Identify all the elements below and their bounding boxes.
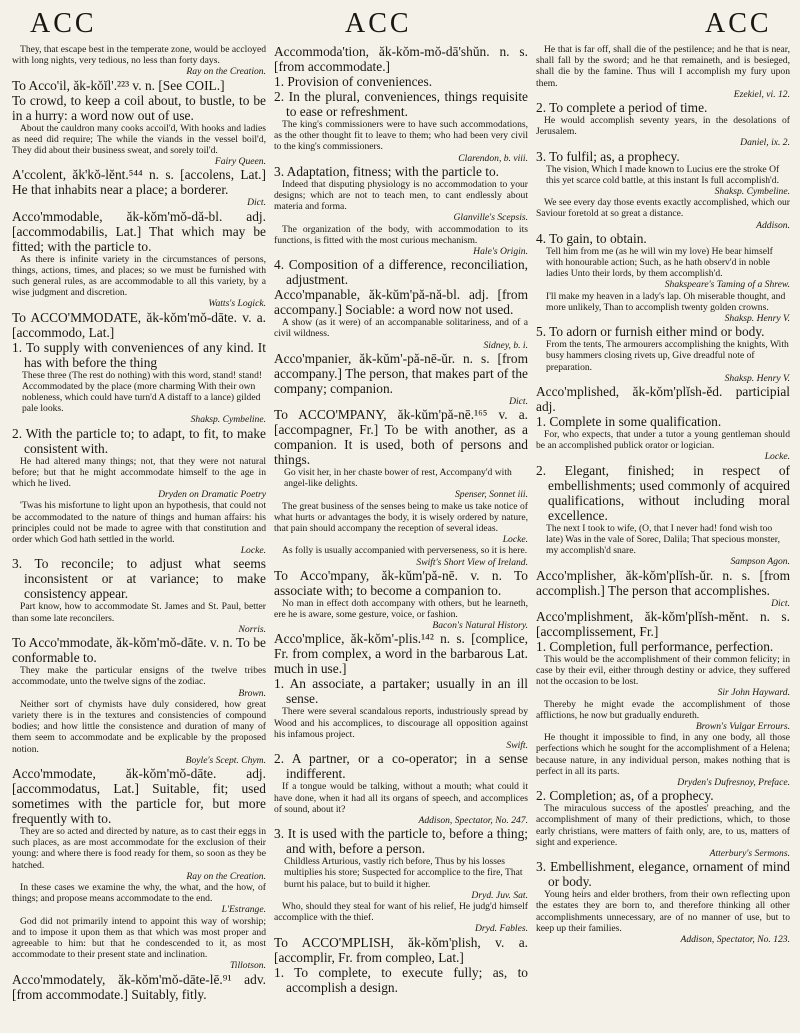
entry-verse-citation: From the tents, The armourers accomplishing the knights, With busy hammers closing rivets up, Give dreadful note of preparation. (546, 339, 789, 373)
dictionary-entry (274, 856, 528, 901)
entry-source: Addison. (756, 219, 790, 231)
entry-source: Brown's Vulgar Errours. (695, 720, 790, 732)
entry-citation: He would accomplish seventy years, in the desolations of Jerusalem. (536, 115, 790, 138)
entry-sense: 4. Composition of a difference, reconciliation, adjustment. (274, 257, 528, 288)
entry-citation: They make the particular ensigns of the twelve tribes accommodate, unto the twelve signs of the zodiac. (12, 665, 266, 688)
entry-sense: 3. Adaptation, fitness; with the particle to. (274, 163, 499, 179)
dictionary-entry (274, 706, 528, 751)
entry-source: Bacon's Natural History. (432, 620, 528, 632)
dictionary-entry (536, 231, 790, 246)
entry-headword: Acco'mplice, ăk-kŏm'-plis.¹⁴² n. s. [complice, Fr. from complex, a word in the barbarous Lat. much in use.] (274, 631, 528, 677)
entry-citation: About the cauldron many cooks accoil'd, With hooks and ladies as need did require; The while the viands in the vessel boil'd, They did about their business sweat, and sorely toil'd. (12, 122, 266, 157)
entry-verse-citation: These three (The rest do nothing) with this word, stand! stand! Accommodated by the place (more charming With their own nobleness, which could have turn'd A distaff to a lance) gilded pale looks. (22, 369, 263, 415)
entry-headword: Acco'mplished, ăk-kŏm'plĭsh-ĕd. participial adj. (536, 384, 790, 415)
dictionary-entry (536, 568, 790, 609)
entry-source: Ray on the Creation. (186, 66, 266, 78)
dictionary-entry (274, 751, 528, 781)
entry-citation: We see every day those events exactly accomplished, which our Saviour foretold at so great a distance. (536, 197, 790, 220)
entry-headword: Acco'mpanier, ăk-kŭm'-pă-nē-ŭr. n. s. [from accompany.] The person, that makes part of the company; companion. (274, 350, 528, 396)
entry-source: Shaksp. Cymbeline. (714, 186, 790, 198)
dictionary-entry (274, 351, 528, 407)
entry-citation: This would be the accomplishment of their common felicity; in case by their evil, either through destiny or advice, they suffered not the occasion to be lost. (536, 653, 790, 688)
dictionary-entry (536, 339, 790, 384)
dictionary-entry (12, 370, 266, 426)
dictionary-entry (274, 407, 528, 467)
entry-source: Boyle's Scept. Chym. (185, 754, 266, 766)
entry-source: Addison, Spectator, No. 247. (418, 814, 528, 826)
entry-citation: They are so acted and directed by nature, as to cast their eggs in such places, as are most accommodate for the exclusion of their young: and where there is food ready for them, so soon as they be hatched. (12, 825, 266, 871)
dictionary-entry (274, 676, 528, 706)
column-right (536, 44, 790, 1026)
entry-source: Glanville's Scepsis. (453, 212, 528, 224)
dictionary-entry (274, 44, 528, 74)
dictionary-entry (536, 523, 790, 568)
dictionary-entry (274, 317, 528, 351)
entry-source: Addison, Spectator, No. 123. (680, 933, 790, 945)
entry-citation: The great business of the senses being to make us take notice of what hurts or advantages the body, it is wisely ordered by nature, that pain should accompany the reception of several ideas. (274, 500, 528, 535)
entry-citation: There were several scandalous reports, industriously spread by Wood and his accomplices, to discourage all opposition against his infamous project. (274, 706, 528, 740)
entry-citation: As folly is usually accompanied with perverseness, so it is here. (282, 545, 528, 557)
dictionary-entry (536, 44, 790, 100)
entry-source: Shaksp. Cymbeline. (190, 414, 266, 426)
entry-headword: Acco'mpanable, ăk-kŭm'pă-nă-bl. adj. [from accompany.] Sociable: a word now not used. (274, 287, 528, 318)
dictionary-entry (536, 609, 790, 639)
dictionary-entry (12, 635, 266, 665)
entry-sense: 2. A partner, or a co-operator; in a sense indifferent. (274, 751, 528, 782)
dictionary-entry (12, 123, 266, 168)
entry-source: Sir John Hayward. (717, 687, 790, 699)
entry-source: Ezekiel, vi. 12. (733, 88, 790, 100)
dictionary-entry (536, 639, 790, 654)
dictionary-entry (536, 324, 790, 339)
entry-headword: Acco'mmodate, ăk-kŏm'mŏ-dāte. adj. [accommodatus, Lat.] Suitable, fit; used sometimes with the particle for, but more frequently with to. (12, 765, 266, 826)
dictionary-entry (12, 78, 266, 123)
entry-source: L'Estrange. (221, 904, 266, 916)
header-center: ACC (345, 8, 412, 39)
entry-source: Fairy Queen. (214, 156, 266, 168)
entry-source: Dict. (247, 197, 266, 209)
entry-citation: If a tongue would be talking, without a mouth; what could it have done, when it had all its organs of speech, and accomplices of sound, about it? (274, 781, 528, 815)
entry-sense: 2. Elegant, finished; in respect of embellishments; used commonly of acquired qualifications, without including moral excellence. (536, 462, 790, 523)
dictionary-entry (12, 167, 266, 208)
entry-citation: The miraculous success of the apostles' preaching, and the accomplishment of many of their predictions, which, to those early christians, were matters of faith only, are, to us, matters of sight and experience. (536, 803, 790, 848)
entry-verse-citation: Tell him from me (as he will win my love) He bear himself with honourable action; Such, as he hath observ'd in noble ladies Unto their lords, by them accomplish'd. (546, 245, 773, 280)
dictionary-entry (12, 426, 266, 456)
dictionary-entry (536, 788, 790, 803)
dictionary-entry (274, 287, 528, 317)
dictionary-entry (12, 601, 266, 635)
entry-source: Watts's Logick. (208, 298, 266, 310)
dictionary-page (12, 44, 790, 1026)
entry-sense: 1. To complete, to execute fully; as, to accomplish a design. (274, 964, 528, 995)
entry-citation: Part know, how to accommodate St. James and St. Paul, better than some late reconcilers. (12, 601, 266, 624)
entry-citation: 'Twas his misfortune to light upon an hypothesis, that could not be accommodated to the nature of things and human affairs: his principles could not be made to agree with that constitution and order which God hath settled in the world. (12, 500, 266, 546)
dictionary-entry (536, 889, 790, 945)
entry-source: Locke. (764, 451, 790, 463)
dictionary-entry (12, 826, 266, 882)
entry-citation: He had altered many things; not, that they were not natural before; but that he might accommodate himself to the age in which he lived. (12, 455, 266, 490)
entry-headword: A'ccolent, ăk'kŏ-lĕnt.⁵⁴⁴ n. s. [accolens, Lat.] He that inhabits near a place; a borderer. (12, 167, 266, 198)
entry-sense: 3. Embellishment, elegance, ornament of mind or body. (536, 859, 790, 890)
dictionary-entry (274, 826, 528, 856)
entry-headword: Accommoda'tion, ăk-kŏm-mŏ-dā'shŭn. n. s. [from accommodate.] (274, 44, 528, 74)
header-left: ACC (30, 8, 97, 39)
entry-source: Spenser, Sonnet iii. (454, 489, 528, 501)
entry-source: Locke. (240, 545, 266, 557)
dictionary-entry (274, 965, 528, 995)
dictionary-entry (536, 859, 790, 889)
entry-citation: A show (as it were) of an accompanable solitariness, and of a civil wildness. (274, 317, 528, 340)
dictionary-entry (536, 414, 790, 429)
entry-verse-citation: I'll make my heaven in a lady's lap. Oh miserable thought, and more unlikely, Than to accomplish twenty golden crowns. (546, 290, 786, 313)
entry-headword: Acco'mplisher, ăk-kŏm'plĭsh-ŭr. n. s. [from accomplish.] The person that accomplishes. (536, 567, 790, 598)
entry-headword: To Acco'mmodate, ăk-kŏm'mŏ-dāte. v. n. To be conformable to. (12, 635, 266, 666)
dictionary-entry (536, 115, 790, 149)
entry-headword: To Acco'mpany, ăk-kŭm'pă-nē. v. n. To associate with; to become a companion to. (274, 567, 528, 598)
dictionary-entry (274, 545, 528, 567)
dictionary-entry (12, 209, 266, 254)
entry-source: Hale's Origin. (473, 246, 528, 258)
entry-verse-citation: The next I took to wife, (O, that I never had! fond wish too late) Was in the vale of Sorec, Dalila; That specious monster, my accomplish'd snare. (546, 522, 781, 557)
dictionary-entry (274, 901, 528, 935)
entry-source: Shaksp. Henry V. (724, 313, 790, 325)
entry-source: Daniel, ix. 2. (740, 137, 790, 149)
dictionary-entry (536, 164, 790, 198)
dictionary-entry (274, 501, 528, 546)
entry-source: Brown. (238, 687, 266, 699)
entry-sense: 3. It is used with the particle to, before a thing; and with, before a person. (274, 826, 528, 857)
entry-headword: Acco'mplishment, ăk-kŏm'plĭsh-mĕnt. n. s. [accomplissement, Fr.] (536, 608, 790, 639)
dictionary-entry (274, 631, 528, 676)
entry-verse-citation: Childless Arturious, vastly rich before, Thus by his losses multiplies his store; Suspected for accomplice to the fire, That burnt his palace, but to build it higher. (284, 856, 523, 890)
dictionary-entry (536, 197, 790, 231)
entry-source: Shaksp. Henry V. (724, 372, 790, 384)
entry-headword: To ACCO'MPLISH, ăk-kŏm'plish, v. a. [accomplir, Fr. from compleo, Lat.] (274, 934, 528, 965)
dictionary-entry (536, 803, 790, 859)
entry-source: Sampson Agon. (730, 556, 790, 568)
entry-citation: For, who expects, that under a tutor a young gentleman should be an accomplished publick orator or logician. (536, 429, 790, 452)
entry-headword: Acco'mmodable, ăk-kŏm'mŏ-dă-bl. adj. [accommodabilis, Lat.] That which may be fitted; with the particle to. (12, 208, 266, 254)
dictionary-entry (536, 429, 790, 463)
entry-headword: To ACCO'MPANY, ăk-kŭm'pă-nē.¹⁶⁵ v. a. [accompagner, Fr.] To be with another, as a companion. It is used, both of persons and things. (274, 407, 528, 468)
entry-source: Swift's Short View of Ireland. (416, 556, 528, 568)
dictionary-entry (536, 100, 790, 115)
dictionary-entry (536, 463, 790, 523)
entry-citation: The king's commissioners were to have such accommodations, as the other thought fit to leave to them; who had been very civil to the king's commissioners. (274, 119, 528, 153)
entry-source: Swift. (506, 740, 528, 752)
entry-citation: He that is far off, shall die of the pestilence; and he that is near, shall fall by the sword; and he that remaineth, and is besieged, shall die by the famine. Thus will I accomplish my fury upon them. (536, 44, 790, 89)
entry-sense: 4. To gain, to obtain. (536, 230, 647, 246)
dictionary-entry (536, 384, 790, 414)
entry-source: Dict. (771, 597, 790, 609)
dictionary-entry (274, 89, 528, 119)
dictionary-entry (536, 732, 790, 788)
entry-sense: 3. To fulfil; as, a prophecy. (536, 148, 680, 164)
entry-source: Norris. (238, 623, 266, 635)
dictionary-entry (274, 257, 528, 287)
dictionary-entry (536, 654, 790, 699)
dictionary-entry (274, 224, 528, 258)
entry-sense: 1. Complete in some qualification. (536, 414, 722, 430)
entry-citation: Who, should they steal for want of his relief, He judg'd himself accomplice with the thief. (274, 900, 528, 924)
entry-sense: 1. Provision of conveniences. (274, 74, 433, 89)
dictionary-entry (12, 340, 266, 370)
entry-source: Dict. (509, 395, 528, 407)
dictionary-entry (12, 972, 266, 1002)
entry-source: Atterbury's Sermons. (709, 847, 790, 859)
dictionary-entry (12, 254, 266, 310)
dictionary-entry (274, 74, 528, 89)
dictionary-entry (536, 699, 790, 733)
entry-citation: In these cases we examine the why, the what, and the how, of things; and propose means accommodate to the end. (12, 881, 266, 905)
dictionary-entry (536, 246, 790, 291)
entry-source: Clarendon, b. viii. (458, 152, 528, 164)
entry-sense: 2. In the plural, conveniences, things requisite to ease or refreshment. (274, 89, 528, 119)
entry-verse-citation: The vision, Which I made known to Lucius ere the stroke Of this yet scarce cold battle, at this instant Is full accomplish'd. (546, 163, 780, 186)
entry-citation: He thought it impossible to find, in any one body, all those perfections which he sought for the accomplishment of a Helena; because nature, in any individual person, makes nothing that is perfect in all its parts. (536, 732, 790, 777)
entry-citation: The organization of the body, with accommodation to its functions, is fitted with the most curious mechanism. (274, 223, 528, 246)
entry-verse-citation: Go visit her, in her chaste bower of rest, Accompany'd with angel-like delights. (284, 467, 512, 490)
dictionary-entry (274, 568, 528, 598)
dictionary-entry (12, 882, 266, 916)
running-header (0, 6, 800, 40)
entry-citation: God did not primarily intend to appoint this way of worship; and to impose it upon them as that which was most proper and agreeable to him: but that he condescended to it, as most accommodate to their present state and inclination. (12, 915, 266, 961)
dictionary-entry (274, 467, 528, 501)
dictionary-entry (536, 291, 790, 325)
dictionary-entry (536, 149, 790, 164)
dictionary-entry (274, 935, 528, 965)
dictionary-entry (274, 119, 528, 164)
entry-source: Dryden's Dufresnoy, Preface. (677, 776, 790, 788)
dictionary-entry (274, 598, 528, 632)
entry-headword: To ACCO'MMODATE, ăk-kŏm'mŏ-dāte. v. a. [accommodo, Lat.] (12, 309, 266, 340)
entry-source: Tillotson. (230, 960, 266, 972)
entry-sense: 1. An associate, a partaker; usually in an ill sense. (274, 676, 528, 707)
dictionary-entry (12, 916, 266, 972)
entry-sense: 1. To supply with conveniences of any kind. It has with before the thing (12, 339, 266, 370)
column-left (12, 44, 266, 1026)
dictionary-entry (12, 699, 266, 766)
entry-source: Dryd. Juv. Sat. (471, 889, 528, 901)
entry-sense: 2. With the particle to; to adapt, to fit, to make consistent with. (12, 425, 266, 456)
dictionary-entry (274, 164, 528, 179)
entry-source: Dryd. Fables. (474, 923, 528, 935)
entry-sense: 1. Completion, full performance, perfection. (536, 638, 774, 654)
dictionary-entry (12, 500, 266, 556)
entry-source: Dryden on Dramatic Poetry (158, 489, 266, 501)
dictionary-entry (12, 665, 266, 699)
entry-sense: 3. To reconcile; to adjust what seems inconsistent or at variance; to make consistency appear. (12, 556, 266, 602)
entry-citation: They, that escape best in the temperate zone, would be accloyed with long nights, very tedious, no less than forty days. (12, 44, 266, 67)
entry-source: Locke. (502, 534, 528, 546)
entry-citation: No man in effect doth accompany with others, but he learneth, ere he is aware, some gesture, voice, or fashion. (274, 597, 528, 621)
dictionary-entry (12, 766, 266, 826)
entry-citation: Young heirs and elder brothers, from their own reflecting upon the estates they are born to, and therefore thinking all other accomplishments unnecessary, are of no manner of use, but to keep up their families. (536, 889, 790, 934)
entry-definition: To crowd, to keep a coil about, to bustle, to be in a hurry: a word now out of use. (12, 92, 266, 123)
dictionary-entry (274, 781, 528, 826)
dictionary-entry (12, 556, 266, 601)
column-middle (274, 44, 528, 1026)
dictionary-entry (12, 44, 266, 78)
entry-headword: To Acco'il, ăk-kŏĭl'.²²³ v. n. [See COIL.] (12, 77, 225, 93)
dictionary-entry (12, 456, 266, 501)
entry-source: Shakspeare's Taming of a Shrew. (664, 279, 790, 291)
entry-citation: Thereby he might evade the accomplishment of those afflictions, he now but gradually endureth. (536, 698, 790, 721)
entry-citation: Indeed that disputing physiology is no accommodation to your designs; which are not to teach men, to cant endlessly about materia and forma. (274, 178, 528, 213)
dictionary-entry (274, 179, 528, 224)
dictionary-entry (12, 310, 266, 340)
entry-source: Sidney, b. i. (483, 339, 528, 351)
header-right: ACC (705, 8, 772, 39)
entry-sense: 5. To adorn or furnish either mind or body. (536, 324, 765, 340)
entry-source: Ray on the Creation. (186, 870, 266, 882)
entry-citation: As there is infinite variety in the circumstances of persons, things, actions, times, and places; so we must be furnished with such general rules, as are accommodable to all this variety, by a wise judgment and discretion. (12, 253, 266, 299)
entry-headword: Acco'mmodately, ăk-kŏm'mŏ-dāte-lē.⁹¹ adv. [from accommodate.] Suitably, fitly. (12, 971, 266, 1002)
entry-sense: 2. To complete a period of time. (536, 100, 708, 116)
entry-citation: Neither sort of chymists have duly considered, how great variety there is in the textures and consistencies of compound bodies; and how little the consistence and duration of many of them seem to accommodate and be explicable by the proposed notion. (12, 698, 266, 755)
entry-sense: 2. Completion; as, of a prophecy. (536, 788, 714, 804)
